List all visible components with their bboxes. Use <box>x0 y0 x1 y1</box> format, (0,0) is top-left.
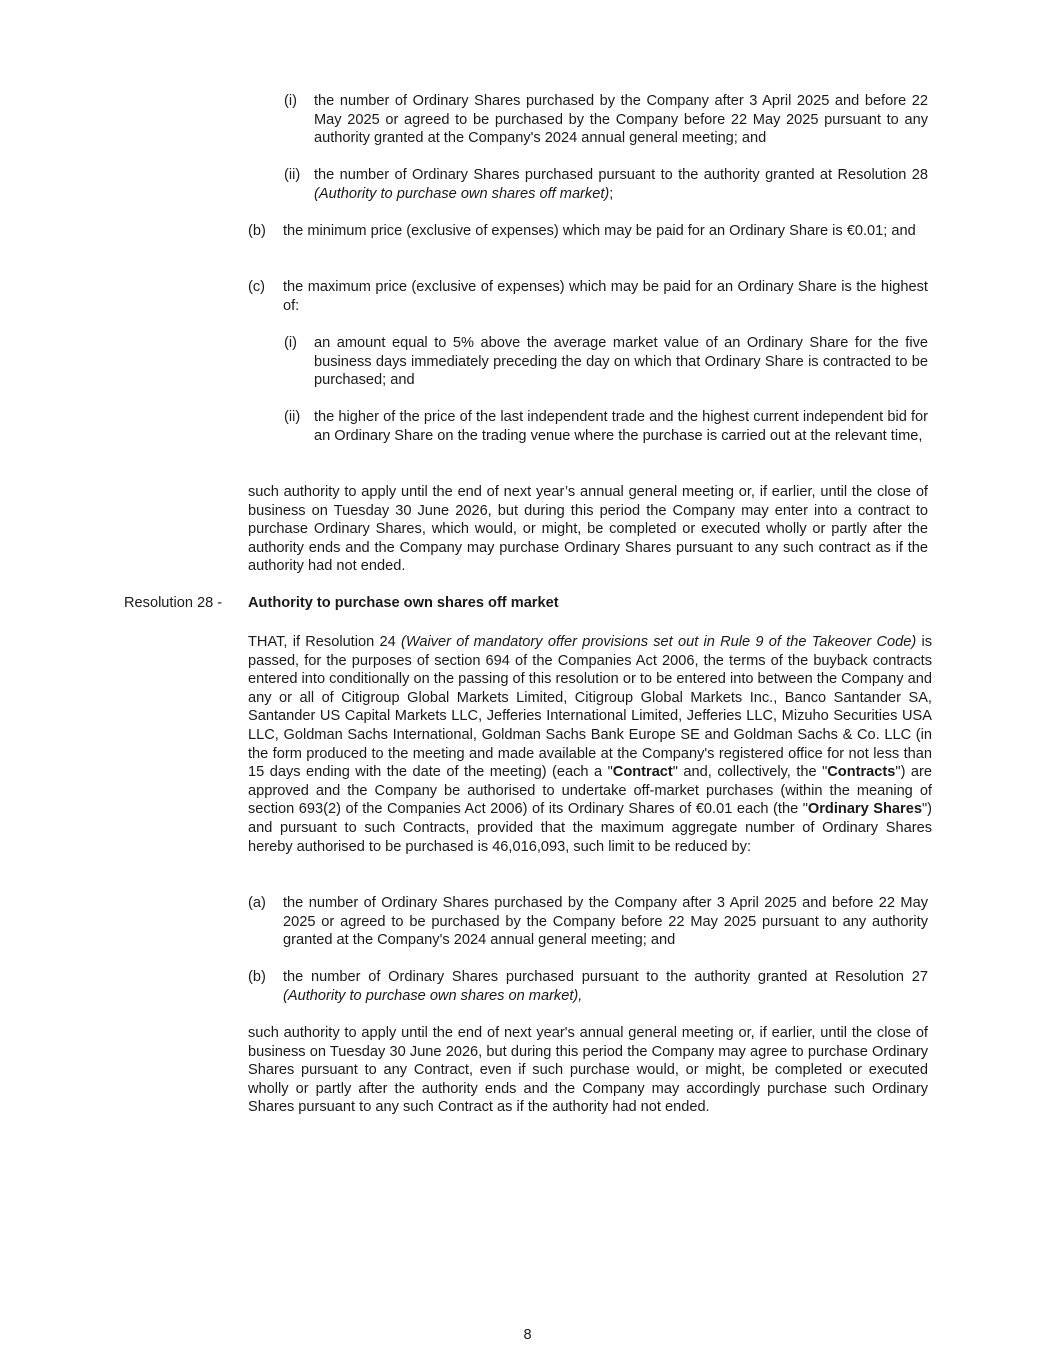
list-label: (i) <box>284 93 297 109</box>
list-item-c <box>248 278 928 316</box>
list-label: (a) <box>248 895 266 911</box>
list-item-b <box>248 222 928 260</box>
list-label: (b) <box>248 969 266 985</box>
list-text: the number of Ordinary Shares purchased by the Company after 3 April 2025 and before 22 May 2025 or agreed to be purchased by the Company before 22 May 2025 pursuant to any authority granted at the Company's 2024 annual general meeting; and <box>314 93 928 147</box>
resolution-closing-paragraph: such authority to apply until the end of next year's annual general meeting or, if earlier, until the close of business on Tuesday 30 June 2026, but during this period the Company may agree to purchase Ordinary Shares pursuant to any Contract, even if such purchase would, or might, be completed or executed wholly or partly after the authority ends and the Company may accordingly purchase such Ordinary Shares pursuant to any such Contract as if the authority had not ended. <box>248 1025 928 1116</box>
list-item-i-top <box>284 92 928 148</box>
list-text: an amount equal to 5% above the average market value of an Ordinary Share for the five business days immediately preceding the day on which that Ordinary Share is contracted to be purchased; and <box>314 335 928 389</box>
resolution-label: Resolution 28 - <box>124 595 223 611</box>
list-item-ii-top <box>284 166 928 204</box>
resolution-body: THAT, if Resolution 24 (Waiver of mandatory offer provisions set out in Rule 9 of the Takeover Code) is passed, for the purposes of section 694 of the Companies Act 2006, the terms of the buyback contracts entered into conditionally on the passing of this resolution or to be entered into between the Company and any or all of Citigroup Global Markets Limited, Citigroup Global Markets Inc., Banco Santander SA, Santander US Capital Markets LLC, Jefferies International Limited, Jefferies LLC, Mizuho Securities USA LLC, Goldman Sachs International, Goldman Sachs Bank Europe SE and Goldman Sachs & Co. LLC (in the form produced to the meeting and made available at the Company's registered office for not less than 15 days ending with the date of the meeting) (each a "Contract" and, collectively, the "Contracts") are approved and the Company be authorised to undertake off-market purchases (within the meaning of section 693(2) of the Companies Act 2006) of its Ordinary Shares of €0.01 each (the "Ordinary Shares") and pursuant to such Contracts, provided that the maximum aggregate number of Ordinary Shares hereby authorised to be purchased is 46,016,093, such limit to be reduced by: <box>248 634 932 855</box>
resolution-title: Authority to purchase own shares off market <box>248 595 559 611</box>
list-text: the minimum price (exclusive of expenses) which may be paid for an Ordinary Share is €0.01; and <box>283 223 916 239</box>
list-text: the number of Ordinary Shares purchased by the Company after 3 April 2025 and before 22 May 2025 or agreed to be purchased by the Company before 22 May 2025 pursuant to any authority granted at the Company's 2024 annual general meeting; and <box>283 895 928 949</box>
list-text: the maximum price (exclusive of expenses) which may be paid for an Ordinary Share is the highest of: <box>283 279 928 314</box>
page-number: 8 <box>523 1327 532 1343</box>
list-text: the number of Ordinary Shares purchased pursuant to the authority granted at Resolution 28 (Authority to purchase own shares off market); <box>314 167 928 202</box>
list-item-b-res28 <box>248 968 928 1006</box>
list-item-i-sub <box>284 334 928 390</box>
list-item-ii-sub <box>284 408 928 464</box>
list-text: the number of Ordinary Shares purchased pursuant to the authority granted at Resolution 27 (Authority to purchase own shares on market), <box>283 969 928 1004</box>
list-label: (i) <box>284 335 297 351</box>
authority-closing-paragraph: such authority to apply until the end of next year’s annual general meeting or, if earlier, until the close of business on Tuesday 30 June 2026, but during this period the Company may enter into a contract to purchase Ordinary Shares, which would, or might, be completed or executed wholly or partly after the authority ends and the Company may purchase Ordinary Shares pursuant to any such contract as if the authority had not ended. <box>248 484 928 575</box>
list-label: (b) <box>248 223 266 239</box>
list-item-a <box>248 894 928 950</box>
list-label: (ii) <box>284 167 301 183</box>
list-label: (c) <box>248 279 266 295</box>
list-label: (ii) <box>284 409 301 425</box>
list-text: the higher of the price of the last independent trade and the highest current independent bid for an Ordinary Share on the trading venue where the purchase is carried out at the relevant time, <box>314 409 928 444</box>
